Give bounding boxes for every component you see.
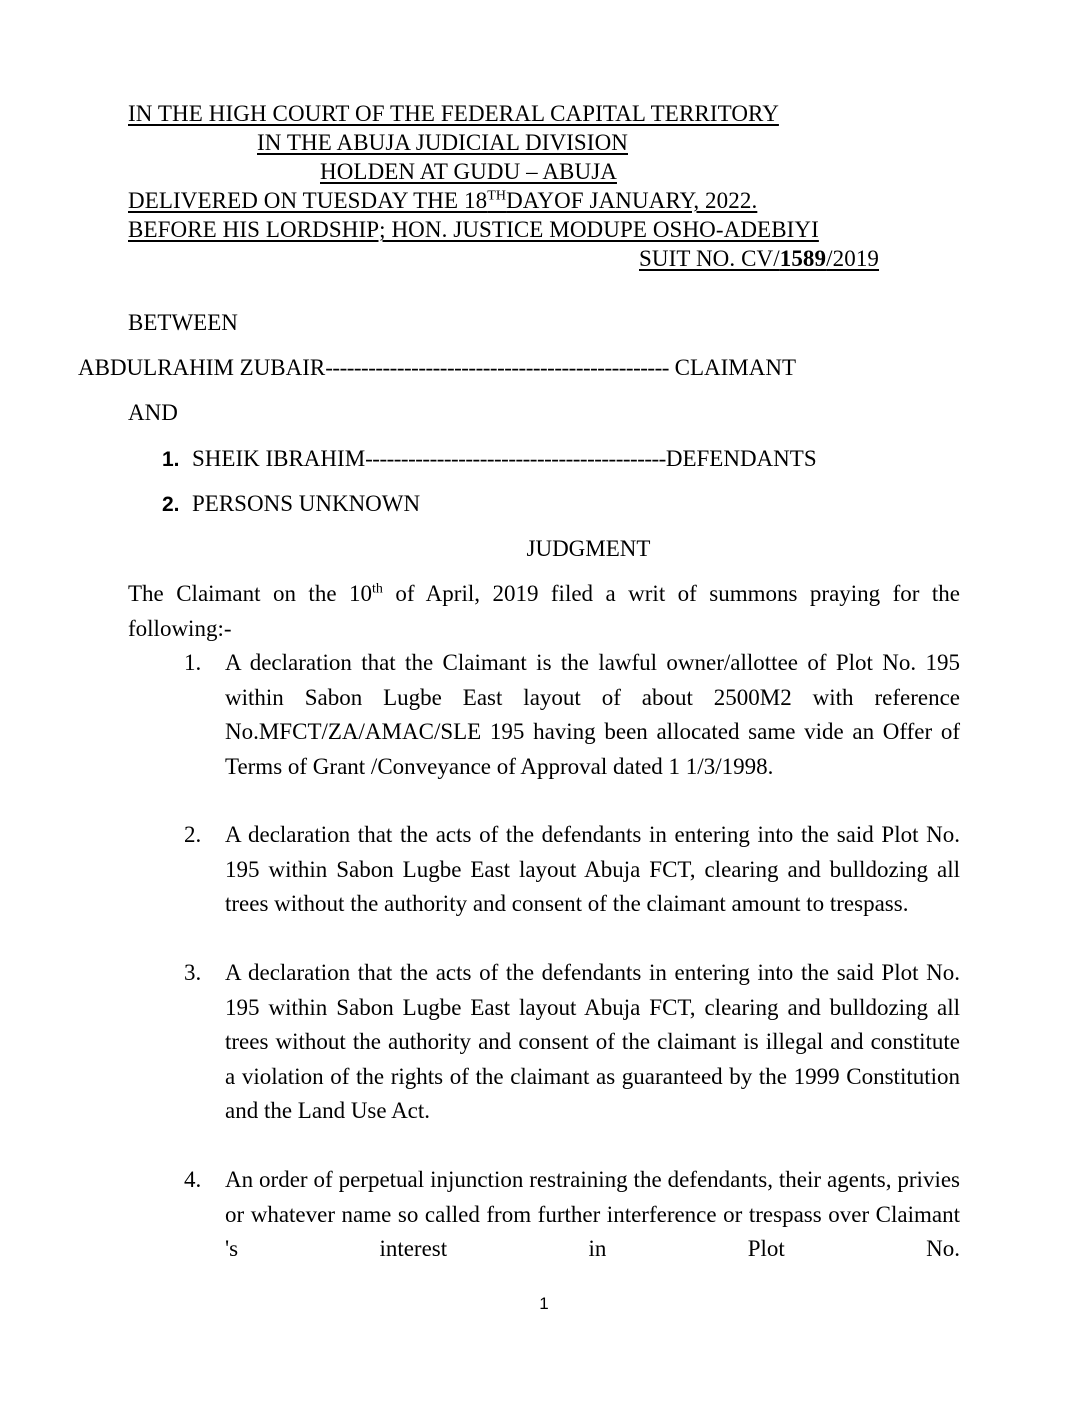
suit-pre: SUIT NO. CV/ (639, 246, 780, 271)
claim-3-text: A declaration that the acts of the defendants in entering into the said Plot No. 195 within Sabon Lugbe East layout Abuja FCT, clearing and bulldozing all trees without the authority and consent of the claimant is illegal and constitute a violation of the rights of the claimant as guaranteed by the 1999 Constitution and the Land Use Act. (225, 960, 960, 1123)
page-number: 1 (539, 1294, 549, 1313)
and-label: AND (128, 400, 178, 425)
between-label: BETWEEN (128, 310, 238, 335)
claim-3-number: 3. (184, 960, 202, 985)
intro-pre: The Claimant on the 10 (128, 581, 372, 606)
defendant-1-name: SHEIK IBRAHIM (192, 446, 366, 471)
defendant-1-line (162, 444, 817, 474)
court-title: IN THE HIGH COURT OF THE FEDERAL CAPITAL TERRITORY (128, 101, 779, 126)
claimant-dashes: ------------------------------------------------ (325, 355, 669, 380)
defendant-1-text (192, 444, 817, 473)
defendant-1-dashes: ------------------------------------------ (365, 446, 666, 471)
defendant-1-role: DEFENDANTS (665, 446, 817, 471)
claimant-role: CLAIMANT (668, 355, 797, 380)
before-line: BEFORE HIS LORDSHIP; HON. JUSTICE MODUPE OSHO-ADEBIYI (128, 217, 819, 242)
suit-num: 1589 (779, 246, 827, 271)
claim-item (184, 646, 960, 784)
delivered-pre: DELIVERED ON TUESDAY THE 18 (128, 188, 488, 213)
judgment-title: JUDGMENT (526, 536, 651, 561)
intro-paragraph (128, 577, 960, 646)
claimant-line (78, 353, 796, 382)
claim-1-text: A declaration that the Claimant is the lawful owner/allottee of Plot No. 195 within Sabon Lugbe East layout of about 2500M2 with reference No.MFCT/ZA/AMAC/SLE 195 having been allocated same vide an Offer of Terms of Grant /Conveyance of Approval dated 1 1/3/1998. (225, 650, 960, 779)
defendant-2-name: PERSONS UNKNOWN (192, 491, 421, 516)
defendant-2-number: 2. (162, 493, 180, 516)
intro-post: of April, 2019 filed a writ of summons praying for the following:- (128, 581, 960, 641)
division-line: IN THE ABUJA JUDICIAL DIVISION (257, 130, 628, 155)
claim-item (184, 956, 960, 1129)
delivered-sup: TH (487, 188, 507, 204)
claim-2-text: A declaration that the acts of the defendants in entering into the said Plot No. 195 within Sabon Lugbe East layout Abuja FCT, clearing and bulldozing all trees without the authority and consent of the claimant amount to trespass. (225, 822, 960, 916)
claim-4-text: An order of perpetual injunction restraining the defendants, their agents, privies or whatever name so called from further interference or trespass over Claimant 's interest in Plot No. (225, 1167, 960, 1261)
claim-2-number: 2. (184, 822, 202, 847)
claim-4-number: 4. (184, 1167, 202, 1192)
intro-sup: th (372, 581, 383, 597)
holden-line: HOLDEN AT GUDU – ABUJA (320, 159, 617, 184)
suit-number (639, 244, 879, 273)
claimant-name: ABDULRAHIM ZUBAIR (78, 355, 326, 380)
delivered-line (128, 186, 757, 215)
claim-1-number: 1. (184, 650, 202, 675)
defendant-2-line (162, 489, 421, 519)
delivered-post: DAYOF JANUARY, 2022. (506, 188, 758, 213)
defendant-1-number: 1. (162, 448, 180, 471)
suit-post: /2019 (826, 246, 880, 271)
claim-item (184, 1163, 960, 1267)
claim-item (184, 818, 960, 922)
